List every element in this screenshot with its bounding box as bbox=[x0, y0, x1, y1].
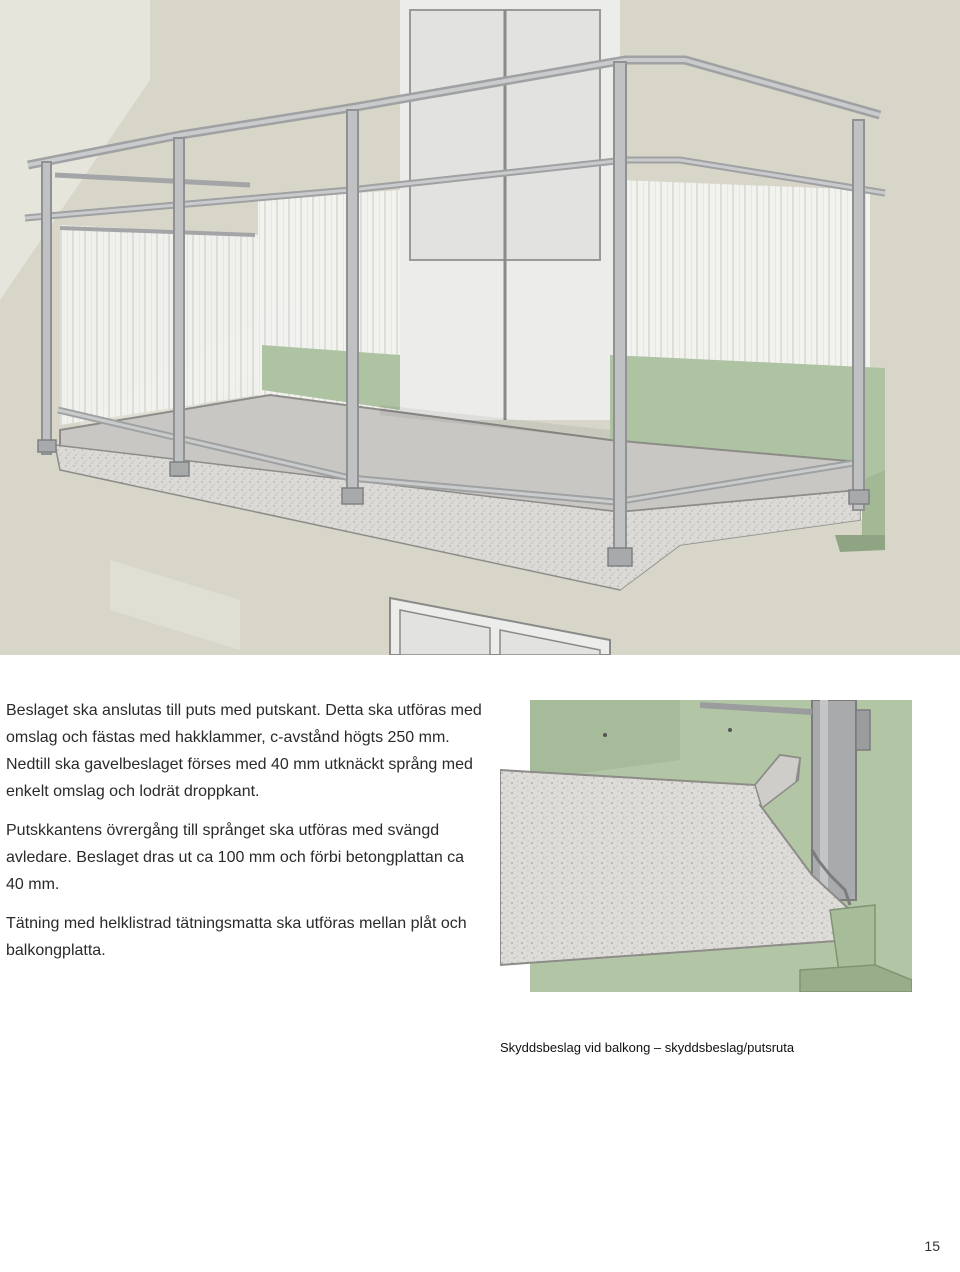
paragraph-1: Beslaget ska anslutas till puts med putskant. Detta ska utföras med omslag och fästas med hakklammer, c-avstånd högts 250 mm. Nedtill ska gavelbeslaget förses med 40 mm utknäckt språng med enkelt omslag och lodrät droppkant. bbox=[6, 702, 482, 800]
paragraph-2: Putskkantens övrergång till språnget ska utföras med svängd avledare. Beslaget dras ut ca 100 mm och förbi betongplattan ca 40 mm. bbox=[6, 822, 465, 893]
paragraph-3: Tätning med helklistrad tätningsmatta ska utföras mellan plåt och balkongplatta. bbox=[6, 915, 467, 959]
figure-caption: Skyddsbeslag vid balkong – skyddsbeslag/putsruta bbox=[500, 1040, 795, 1055]
flashing-detail-illustration bbox=[500, 700, 912, 1020]
page-number: 15 bbox=[924, 1238, 940, 1254]
body-text bbox=[6, 697, 484, 976]
